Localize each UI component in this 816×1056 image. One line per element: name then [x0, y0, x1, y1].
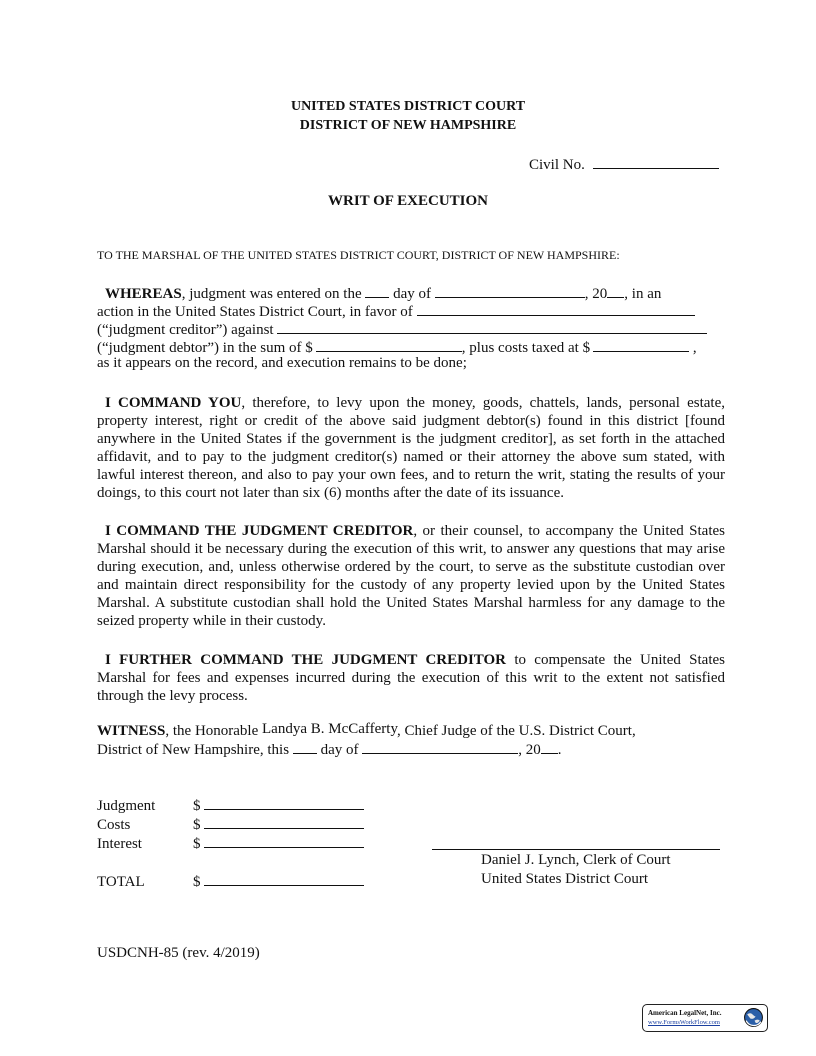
judgment-day-field[interactable] [365, 284, 389, 298]
witness-month-field[interactable] [362, 740, 518, 754]
witness-line-1: WITNESS, the Honorable Landya B. McCafferty, Chief Judge of the U.S. District Court, [97, 721, 636, 739]
total-amount-field[interactable] [204, 872, 364, 886]
logo-company: American LegalNet, Inc. [648, 1009, 722, 1017]
addressee: TO THE MARSHAL OF THE UNITED STATES DISTRICT COURT, DISTRICT OF NEW HAMPSHIRE: [97, 248, 620, 262]
amount-row-judgment: Judgment $ [97, 796, 364, 815]
whereas-line-1: WHEREAS, judgment was entered on the day of , 20 , in an [105, 286, 662, 302]
whereas-lead: WHEREAS [105, 286, 182, 302]
district-name: DISTRICT OF NEW HAMPSHIRE [299, 118, 517, 133]
command-you-paragraph: I COMMAND YOU, therefore, to levy upon the money, goods, chattels, lands, personal estate, property interest, right or credit of the above said judgment debtor(s) found in this district [found anywhere in the United States if the government is the judgment creditor], as set forth in the attached affidavit, and to pay to the judgment creditor(s) named or their attorney the above sum stated, with lawful interest thereon, and also to pay your own fees, and to return the writ, stating the results of your doings, to this court not later than six (6) months after the date of its issuance. [97, 395, 725, 501]
command-you-lead: I COMMAND YOU [105, 395, 242, 411]
globe-icon [743, 1007, 764, 1028]
american-legalnet-logo[interactable] [642, 1004, 768, 1032]
civil-no [529, 155, 719, 174]
logo-url[interactable]: www.FormsWorkFlow.com [648, 1019, 720, 1026]
signature-line[interactable] [432, 849, 720, 850]
creditor-name-field[interactable] [417, 302, 695, 316]
witness-line-2: District of New Hampshire, this day of , 20 . [97, 742, 562, 758]
witness-day-field[interactable] [293, 740, 317, 754]
whereas-line-4: (“judgment debtor”) in the sum of $ , plus costs taxed at $ , [97, 340, 697, 356]
amount-row-costs: Costs $ [97, 815, 364, 834]
document-title: WRIT OF EXECUTION [327, 193, 489, 209]
whereas-line-5: as it appears on the record, and execution remains to be done; [97, 355, 467, 371]
civil-no-field[interactable] [593, 155, 719, 169]
costs-amount-field[interactable] [204, 815, 364, 829]
debtor-name-field[interactable] [277, 320, 707, 334]
judgment-year-field[interactable] [607, 284, 624, 298]
command-creditor-paragraph: I COMMAND THE JUDGMENT CREDITOR, or their counsel, to accompany the United States Marshal should it be necessary during the execution of this writ, to answer any questions that may arise during execution, and, unless otherwise ordered by the court, to serve as the substitute custodian over and maintain direct responsibility for the custody of any property levied upon by the United States Marshal. A substitute custodian shall hold the United States Marshal harmless for any damage to the seized property while in their custody. [97, 523, 725, 629]
judgment-sum-field[interactable] [316, 338, 462, 352]
command-creditor-lead: I COMMAND THE JUDGMENT CREDITOR [105, 523, 414, 539]
court-name: UNITED STATES DISTRICT COURT [290, 99, 526, 114]
civil-no-label: Civil No. [529, 157, 585, 173]
witness-year-field[interactable] [541, 740, 558, 754]
form-id: USDCNH-85 (rev. 4/2019) [97, 945, 260, 961]
further-command-lead: I FURTHER COMMAND THE JUDGMENT CREDITOR [105, 652, 507, 668]
clerk-court: United States District Court [481, 871, 649, 887]
witness-lead: WITNESS [97, 723, 166, 739]
further-command-paragraph: I FURTHER COMMAND THE JUDGMENT CREDITOR to compensate the United States Marshal for fees and expenses incurred during the execution of this writ to the extent not satisfied through the levy process. [97, 652, 725, 704]
clerk-name: Daniel J. Lynch, Clerk of Court [481, 852, 671, 868]
amount-row-interest: Interest $ [97, 834, 364, 853]
costs-taxed-field[interactable] [593, 338, 689, 352]
interest-amount-field[interactable] [204, 834, 364, 848]
amount-row-total: TOTAL $ [97, 872, 364, 891]
judgment-amount-field[interactable] [204, 796, 364, 810]
whereas-line-2: action in the United States District Court, in favor of [97, 302, 695, 321]
judgment-month-field[interactable] [435, 284, 585, 298]
whereas-line-3: (“judgment creditor”) against [97, 320, 707, 339]
judge-name: Landya B. McCafferty [262, 721, 397, 737]
